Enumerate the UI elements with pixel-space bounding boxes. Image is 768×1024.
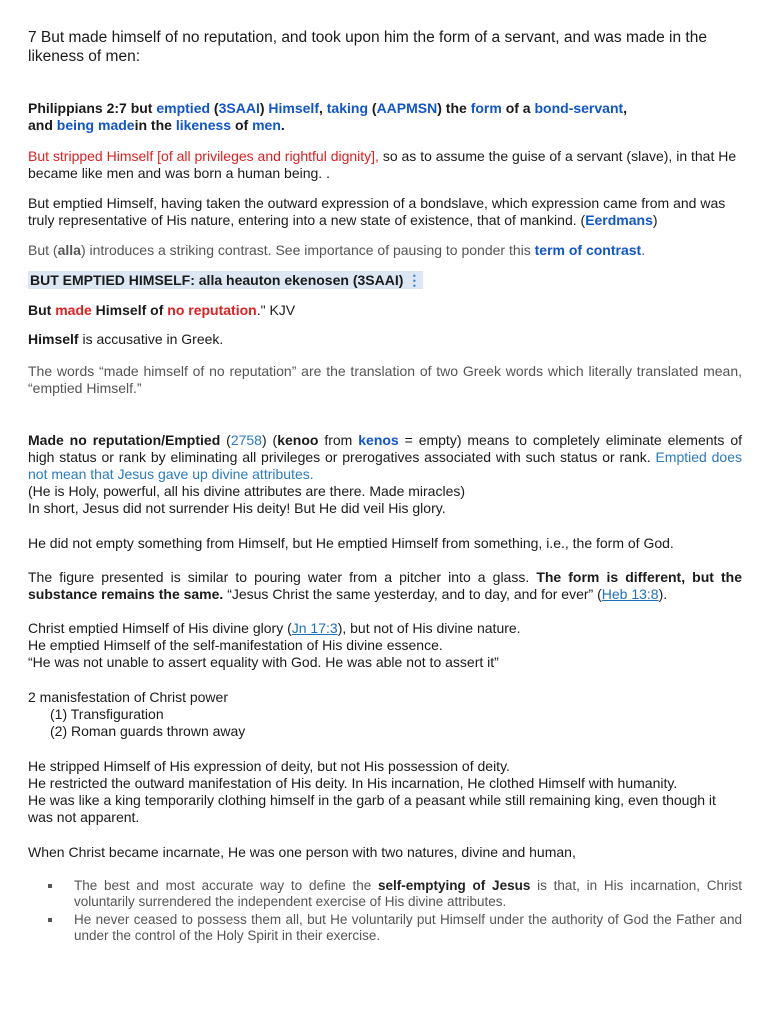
alla-paragraph: But (alla) introduces a striking contrast. See importance of pausing to ponder this term of contrast. [28,242,646,258]
heb-13-8-link[interactable]: Heb 13:8 [601,586,659,602]
bullet-icon [48,918,52,922]
verse-text: 7 But made himself of no reputation, and took upon him the form of a servant, and was made in the likeness of men: [28,29,707,65]
accusative-paragraph: Himself is accusative in Greek. [28,331,224,347]
not-something-paragraph: He did not empty something from Himself, but He emptied Himself from something, i.e., the form of God. [28,535,674,551]
list-item: The best and most accurate way to define the self-emptying of Jesus is that, in His incarnation, Christ voluntarily surrendered the independent exercise of His divine attributes. [48,878,742,910]
stripped-paragraph: He stripped Himself of His expression of deity, but not His possession of deity. He restricted the outward manifestation of His deity. In His incarnation, He clothed Himself with humanity. He was like a king temporarily clothing himself in the garb of a peasant while still remaining king, even though it was not apparent. [28,758,716,825]
list-item: (2) Roman guards thrown away [50,723,246,739]
jn-17-3-link[interactable]: Jn 17:3 [291,620,338,636]
bullet-list [48,878,742,946]
section-heading: BUT EMPTIED HIMSELF: alla heauton ekenosen (3SAAI) ⋮ [30,272,422,288]
bullet-icon [48,884,52,888]
philippians-paragraph: Philippians 2:7 but emptied (3SAAI) Himself, taking (AAPMSN) the form of a bond-servant, and being madein the likeness of men. [28,100,628,133]
glory-paragraph: Christ emptied Himself of His divine glory (Jn 17:3), but not of His divine nature. He emptied Himself of the self-manifestation of His divine essence. “He was not unable to assert equality with God. He was able not to assert it” [28,620,521,670]
eerdmans-paragraph: But emptied Himself, having taken the outward expression of a bondslave, which expression came from and was truly representative of His nature, entering into a new state of existence, that of mankind. (Eerdmans) [28,195,726,228]
kenoo-paragraph: Made no reputation/Emptied (2758) (kenoo from kenos = empty) means to completely eliminate elements of high status or rank by eliminating all privileges or prerogatives associated with such status or rank. Emptied does not mean that Jesus gave up divine attributes. (He is Holy, powerful, all his divine attributes are there. Made miracles) In short, Jesus did not surrender His deity! But He did veil His glory. [28,432,743,516]
list-item: He never ceased to possess them all, but He voluntarily put Himself under the authority of God the Father and under the control of the Holy Spirit in their exercise. [48,912,742,944]
list-item: (1) Transfiguration [50,706,164,722]
figure-paragraph: The figure presented is similar to pouring water from a pitcher into a glass. The form is different, but the substance remains the same. “Jesus Christ the same yesterday, and to day, and for ever” (Heb 13:8). [28,569,742,602]
kjv-paragraph: But made Himself of no reputation." KJV [28,302,296,318]
comment-marker-icon: ⋮ [407,272,422,288]
manifestation-list: 2 manisfestation of Christ power (1) Transfiguration (2) Roman guards thrown away [28,689,246,739]
incarnate-paragraph: When Christ became incarnate, He was one person with two natures, divine and human, [28,844,576,860]
parse-code: 3SAAI [218,100,260,116]
word-emptied: emptied [156,100,211,116]
term-of-contrast-link[interactable]: term of contrast [534,242,642,258]
amplified-paragraph: But stripped Himself [of all privileges and rightful dignity], so as to assume the guise of a servant (slave), in that He became like men and was born a human being. . [28,148,737,181]
words-paragraph: The words “made himself of no reputation” are the translation of two Greek words which literally translated mean, “emptied Himself.” [28,363,742,396]
strongs-link[interactable]: 2758 [230,432,262,448]
